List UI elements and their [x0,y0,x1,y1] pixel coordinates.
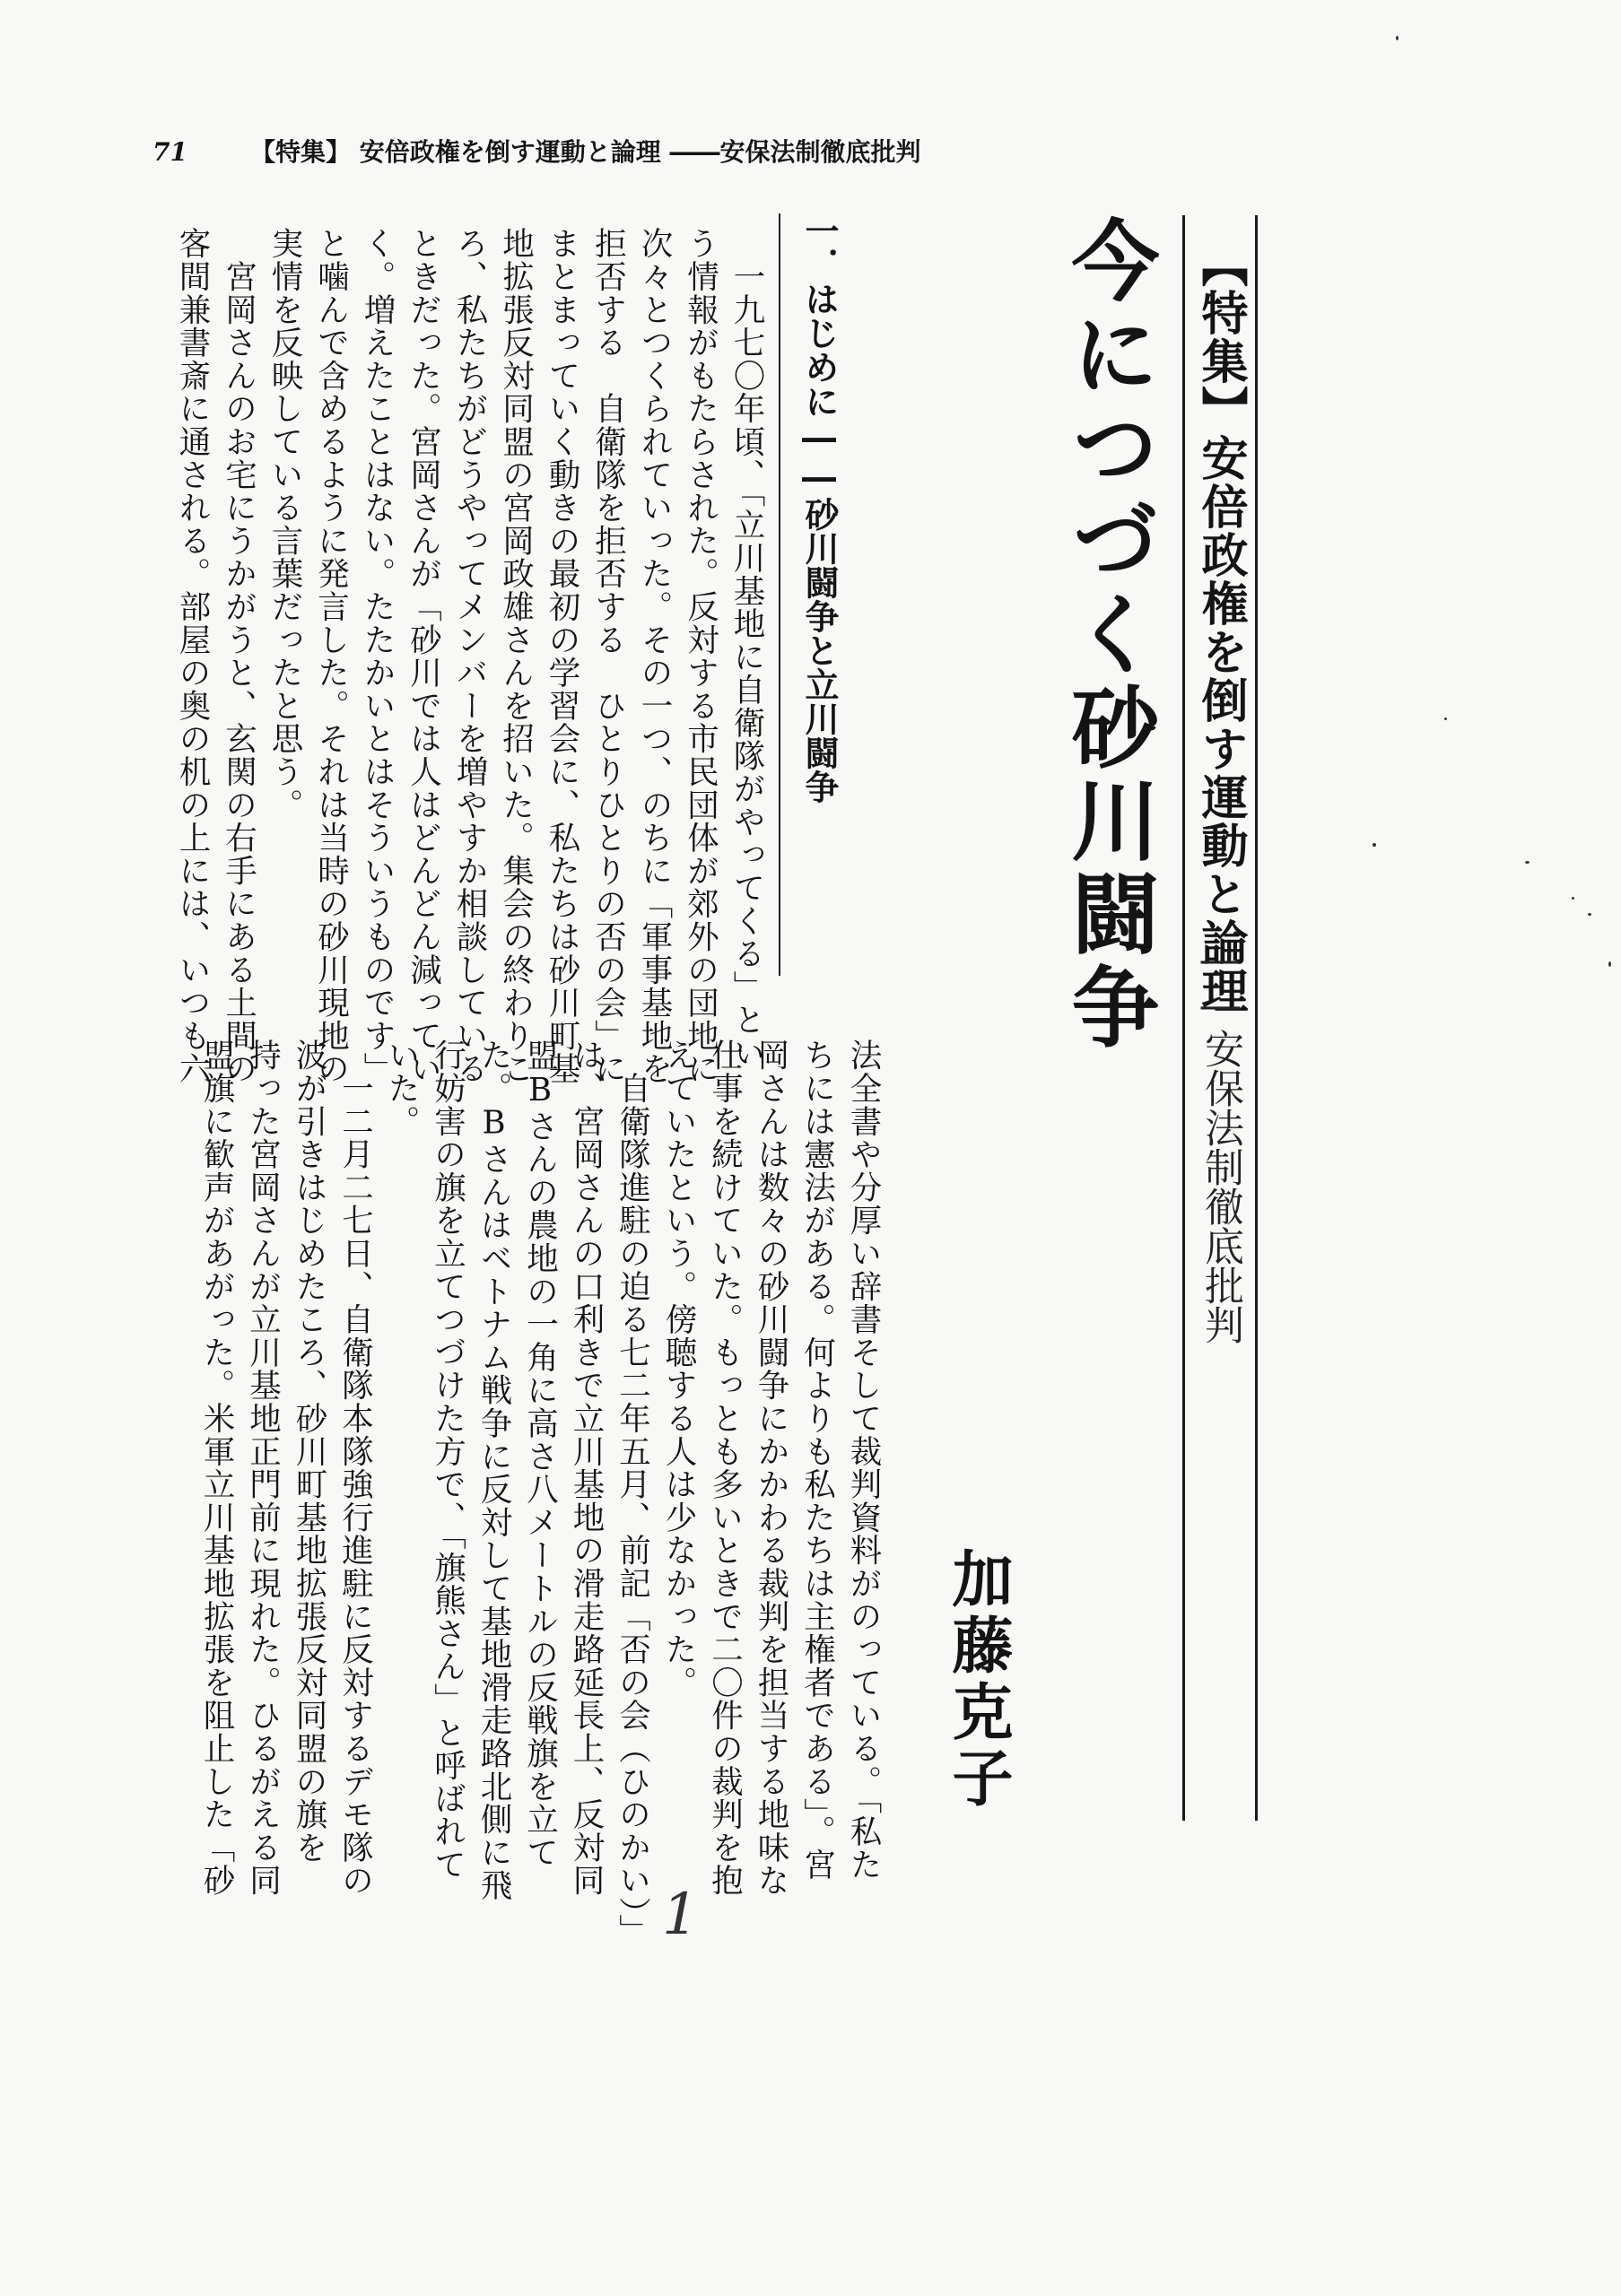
series-subtitle: ――安保法制徹底批判 [1198,937,1243,1344]
body-text-upper [151,227,770,1085]
text-column: 客間兼書斎に通される。部屋の奥の机の上には、いつも六 [174,227,211,1085]
text-column: 拒否する 自衛隊を拒否する ひとりひとりの否の会」に [589,227,627,1085]
running-header-text: 【特集】 安倍政権を倒す運動と論理 ――安保法制徹底批判 [249,137,921,167]
page-number: 71 [153,137,187,167]
text-column: 持った宮岡さんが立川基地正門前に現れた。ひるがえる同 [244,1039,282,1897]
text-column: 宮岡さんのお宅にうかがうと、玄関の右手にある土間の [220,227,257,1085]
section-heading: 一．はじめに――砂川闘争と立川闘争 [799,213,839,804]
text-column: 盟Bさんの農地の一角に高さ八メートルの反戦旗を立て [521,1039,559,1869]
text-column: 自衛隊進駐の迫る七二年五月、前記「否の会（ひのかい）」 [614,1039,651,1947]
text-column: 実情を反映している言葉だったと思う。 [266,227,303,822]
text-column: 波が引きはじめたころ、砂川町基地拡張反対同盟の旗を [291,1039,327,1864]
text-column: ろ、私たちがどうやってメンバーを増やすか相談している [451,227,488,1085]
text-column: 次々とつくられていった。その一つ、のちに「軍事基地を [636,227,673,1085]
text-column: た。Bさんはベトナム戦争に反対して基地滑走路北側に飛 [475,1039,512,1902]
text-column: まとまっていく動きの最初の学習会に、私たちは砂川町基 [544,227,580,1085]
text-column: と噛んで含めるように発言した。それは当時の砂川現地の [312,227,350,1085]
running-header [153,133,920,169]
text-column: ちには憲法がある。何よりも私たちは主権者である」。宮 [798,1039,836,1882]
section-divider [779,213,780,976]
text-column: 岡さんは数々の砂川闘争にかかわる裁判を担当する地味な [753,1039,789,1897]
text-column: えていたという。傍聴する人は少なかった。 [660,1039,697,1699]
article-title: 今につづく砂川闘争 [1057,215,1159,1055]
text-column: う情報がもたらされた。反対する市民団体が郊外の団地に [682,227,719,1085]
text-column: ときだった。宮岡さんが「砂川では人はどんどん減ってい [405,227,442,1085]
text-column: 盟旗に歓声があがった。米軍立川基地拡張を阻止した「砂 [198,1039,235,1897]
body-text-lower [151,1039,886,1947]
text-column: 行妨害の旗を立てつづけた方で、「旗熊さん」と呼ばれて [429,1039,466,1882]
text-column: 一九七〇年頃、「立川基地に自衛隊がやってくる」とい [728,227,765,1070]
text-column: 法全書や分厚い辞書そして裁判資料がのっている。「私た [845,1039,882,1882]
text-column: は、宮岡さんの口利きで立川基地の滑走路延長上、反対同 [568,1039,605,1897]
article-author: 加藤克子 [942,1547,1014,1813]
series-title: 【特集】安倍政権を倒す運動と論理 [1193,240,1247,1015]
handwritten-mark: 1 [662,1882,699,1948]
text-column: いた。 [383,1039,420,1138]
text-column: く。増えたことはない。たたかいとはそういうものです」 [359,227,396,1085]
text-column: 地拡張反対同盟の宮岡政雄さんを招いた。集会の終わりこ [497,227,535,1085]
text-column: 一二月二七日、自衛隊本隊強行進駐に反対するデモ隊の [336,1039,374,1897]
text-column: 仕事を続けていた。もっとも多いときで二〇件の裁判を抱 [706,1039,744,1897]
